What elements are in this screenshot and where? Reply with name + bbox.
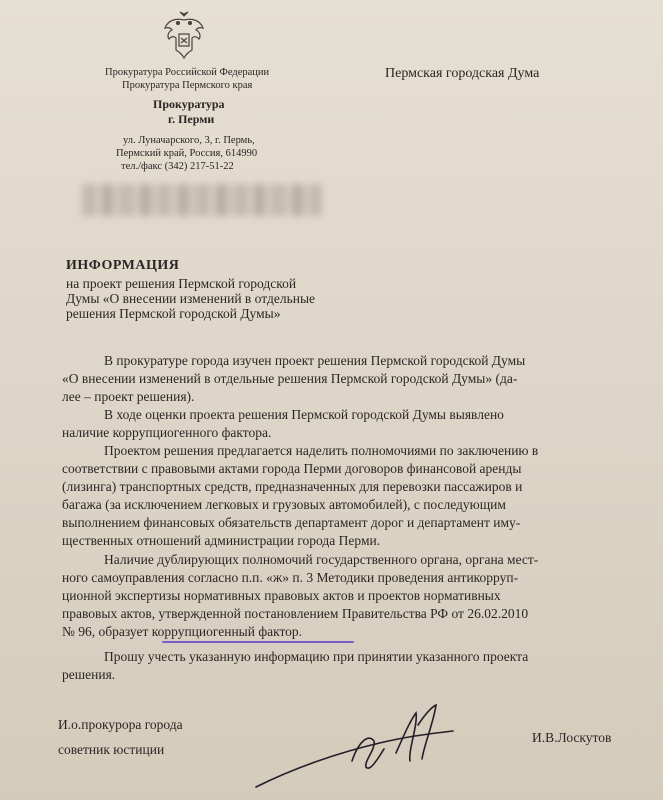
subtitle-line: Думы «О внесении изменений в отдельные <box>66 291 316 306</box>
body-line: выполнением финансовых обязательств департамент дорог и департамент иму- <box>62 515 521 530</box>
body-line: ного самоуправления согласно п.п. «ж» п. 3 Методики проведения антикорруп- <box>62 570 519 585</box>
signer-name: И.В.Лоскутов <box>532 730 612 745</box>
address-line-2: Пермский край, Россия, 614990 <box>116 148 258 159</box>
body-line: ционной экспертизы нормативных правовых актов и проектов нормативных <box>62 588 501 603</box>
body-line: (лизинга) транспортных средств, предназначенных для перевозки пассажиров и <box>62 479 523 494</box>
signer-position-line-1: И.о.прокурора города <box>58 717 183 732</box>
body-line: решения. <box>62 667 116 682</box>
body-line: № 96, образует коррупциогенный фактор. <box>62 624 303 639</box>
document-title: ИНФОРМАЦИЯ <box>66 258 180 273</box>
body-line: Проектом решения предлагается наделить полномочиями по заключению в <box>104 443 539 458</box>
body-line: щественных отношений администрации города Перми. <box>62 533 381 548</box>
coat-of-arms-emblem <box>162 10 206 62</box>
body-line: багажа (за исключением легковых и грузовых автомобилей), с последующим <box>62 497 506 512</box>
addressee: Пермская городская Дума <box>385 66 540 81</box>
phone-line: тел./факс (342) 217-51-22 <box>121 161 234 172</box>
address-line-1: ул. Луначарского, 3, г. Пермь, <box>123 135 255 146</box>
highlight-underline <box>162 641 354 643</box>
org-line-2: Прокуратура Пермского края <box>122 80 253 91</box>
signer-position-line-2: советник юстиции <box>58 742 165 757</box>
body-line: Наличие дублирующих полномочий государственного органа, органа мест- <box>104 552 539 567</box>
body-line: наличие коррупциогенного фактора. <box>62 425 272 440</box>
body-line: лее – проект решения). <box>62 389 195 404</box>
body-line: «О внесении изменений в отдельные решения Пермской городской Думы» (да- <box>62 371 518 386</box>
office-line-2: г. Перми <box>168 112 215 126</box>
handwritten-signature <box>248 695 468 795</box>
subtitle-line: решения Пермской городской Думы» <box>66 306 281 321</box>
body-line: В ходе оценки проекта решения Пермской городской Думы выявлено <box>104 407 504 422</box>
body-line: Прошу учесть указанную информацию при принятии указанного проекта <box>104 649 529 664</box>
org-line-1: Прокуратура Российской Федерации <box>105 67 270 78</box>
body-line: соответствии с правовыми актами города Перми договоров финансовой аренды <box>62 461 522 476</box>
office-line-1: Прокуратура <box>153 97 225 111</box>
body-line: В прокуратуре города изучен проект решения Пермской городской Думы <box>104 353 526 368</box>
subtitle-line: на проект решения Пермской городской <box>66 276 297 291</box>
body-line: правовых актов, утвержденной постановлением Правительства РФ от 26.02.2010 <box>62 606 529 621</box>
redacted-area <box>82 184 322 216</box>
